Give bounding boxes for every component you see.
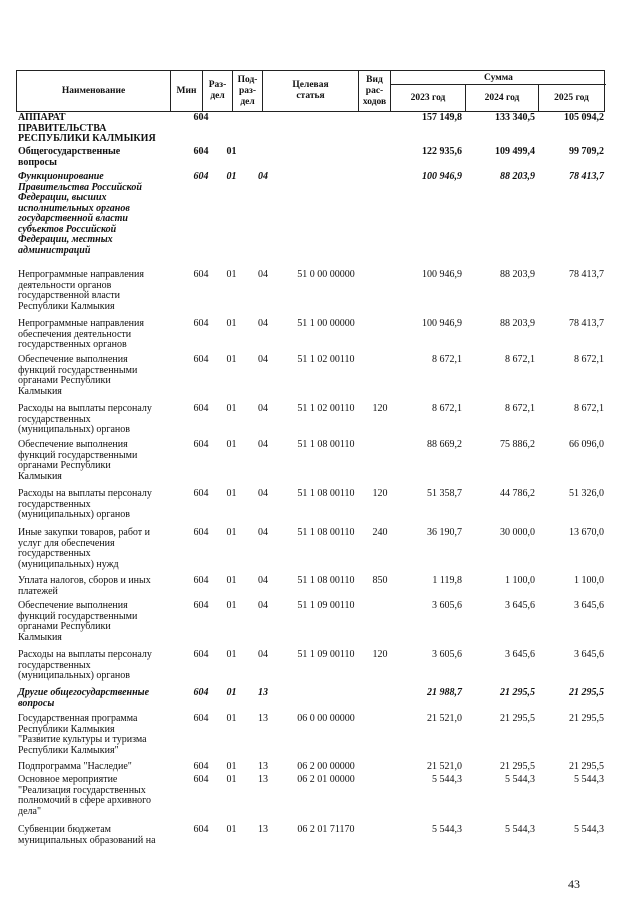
row-sum-2025: 3 645,6 <box>574 600 604 611</box>
row-sum-2025: 105 094,2 <box>564 112 604 123</box>
row-celevaya-statya: 51 1 08 00110 <box>297 527 355 538</box>
row-sum-2024: 88 203,9 <box>500 171 535 182</box>
row-name: Общегосударственные вопросы <box>18 146 121 168</box>
row-vid-rashodov: 120 <box>372 488 388 499</box>
row-podrazdel: 04 <box>258 354 268 365</box>
row-sum-2025: 5 544,3 <box>574 824 604 835</box>
header-min: Мин <box>171 71 203 111</box>
row-sum-2025: 78 413,7 <box>569 318 604 329</box>
row-sum-2024: 5 544,3 <box>505 774 535 785</box>
header-year-2025: 2025 год <box>554 92 589 103</box>
row-sum-2025: 8 672,1 <box>574 403 604 414</box>
row-sum-2023: 100 946,9 <box>422 171 462 182</box>
row-celevaya-statya: 51 1 00 00000 <box>297 318 355 329</box>
row-sum-2024: 133 340,5 <box>495 112 535 123</box>
row-razdel: 01 <box>226 761 237 772</box>
row-podrazdel: 04 <box>258 600 268 611</box>
header-year-2023: 2023 год <box>391 85 466 111</box>
row-sum-2024: 88 203,9 <box>500 318 535 329</box>
row-razdel: 01 <box>226 269 237 280</box>
row-sum-2023: 8 672,1 <box>432 403 462 414</box>
row-sum-2025: 78 413,7 <box>569 269 604 280</box>
row-sum-2025: 5 544,3 <box>574 774 604 785</box>
row-sum-2023: 21 521,0 <box>427 761 462 772</box>
row-name: Обеспечение выполнения функций государственными органами Республики Калмыкия <box>18 600 138 643</box>
row-min: 604 <box>193 488 209 499</box>
row-razdel: 01 <box>226 318 237 329</box>
row-min: 604 <box>193 713 209 724</box>
row-min: 604 <box>193 269 209 280</box>
row-podrazdel: 04 <box>258 269 268 280</box>
row-celevaya-statya: 51 1 08 00110 <box>297 488 355 499</box>
row-vid-rashodov: 120 <box>372 403 388 414</box>
row-vid-rashodov: 850 <box>372 575 388 586</box>
row-celevaya-statya: 51 1 08 00110 <box>297 575 355 586</box>
row-razdel: 01 <box>226 600 237 611</box>
row-sum-2025: 13 670,0 <box>569 527 604 538</box>
row-celevaya-statya: 51 0 00 00000 <box>297 269 355 280</box>
header-summa: Сумма <box>391 71 606 85</box>
row-sum-2025: 21 295,5 <box>569 761 604 772</box>
row-sum-2024: 3 645,6 <box>505 600 535 611</box>
row-razdel: 01 <box>226 687 237 698</box>
row-podrazdel: 04 <box>258 439 268 450</box>
row-vid-rashodov: 120 <box>372 649 388 660</box>
row-razdel: 01 <box>226 146 237 157</box>
row-name: Расходы на выплаты персоналу государственных (муниципальных) органов <box>18 403 152 435</box>
row-sum-2024: 75 886,2 <box>500 439 535 450</box>
row-sum-2024: 8 672,1 <box>505 403 535 414</box>
header-vid-rashodov: Вид рас- ходов <box>359 71 391 111</box>
row-name: Непрограммные направления деятельности органов государственной власти Республики Калмыкия <box>18 269 144 312</box>
row-sum-2023: 1 119,8 <box>432 575 462 586</box>
row-sum-2024: 109 499,4 <box>495 146 535 157</box>
row-sum-2025: 66 096,0 <box>569 439 604 450</box>
row-sum-2025: 8 672,1 <box>574 354 604 365</box>
row-sum-2023: 5 544,3 <box>432 824 462 835</box>
header-name: Наименование <box>17 71 171 111</box>
row-podrazdel: 04 <box>258 575 268 586</box>
row-name: Иные закупки товаров, работ и услуг для обеспечения государственных (муниципальных) нужд <box>18 527 151 570</box>
row-name: Субвенции бюджетам муниципальных образований на <box>18 824 156 846</box>
row-razdel: 01 <box>226 171 237 182</box>
row-sum-2024: 5 544,3 <box>505 824 535 835</box>
row-min: 604 <box>193 403 209 414</box>
row-razdel: 01 <box>226 824 237 835</box>
row-vid-rashodov: 240 <box>372 527 388 538</box>
row-podrazdel: 04 <box>258 649 268 660</box>
row-min: 604 <box>193 649 209 660</box>
row-sum-2023: 3 605,6 <box>432 600 462 611</box>
row-name: Обеспечение выполнения функций государственными органами Республики Калмыкия <box>18 439 138 482</box>
row-sum-2024: 8 672,1 <box>505 354 535 365</box>
row-sum-2024: 3 645,6 <box>505 649 535 660</box>
row-min: 604 <box>193 112 209 123</box>
row-sum-2025: 51 326,0 <box>569 488 604 499</box>
row-celevaya-statya: 06 2 00 00000 <box>297 761 355 772</box>
row-sum-2025: 21 295,5 <box>569 713 604 724</box>
row-sum-2023: 100 946,9 <box>422 318 462 329</box>
row-name: Основное мероприятие "Реализация государственных полномочий в сфере архивного дела" <box>18 774 152 817</box>
row-celevaya-statya: 51 1 09 00110 <box>297 649 355 660</box>
row-min: 604 <box>193 824 209 835</box>
row-name: Расходы на выплаты персоналу государственных (муниципальных) органов <box>18 649 152 681</box>
header-year-2024: 2024 год <box>466 85 539 111</box>
row-min: 604 <box>193 318 209 329</box>
row-podrazdel: 04 <box>258 527 268 538</box>
row-sum-2023: 5 544,3 <box>432 774 462 785</box>
row-razdel: 01 <box>226 774 237 785</box>
row-min: 604 <box>193 600 209 611</box>
row-name: Уплата налогов, сборов и иных платежей <box>18 575 151 597</box>
row-sum-2023: 36 190,7 <box>427 527 462 538</box>
row-name: Другие общегосударственные вопросы <box>18 687 150 709</box>
row-sum-2023: 100 946,9 <box>422 269 462 280</box>
row-min: 604 <box>193 761 209 772</box>
row-sum-2024: 21 295,5 <box>500 687 535 698</box>
row-sum-2023: 8 672,1 <box>432 354 462 365</box>
row-min: 604 <box>193 575 209 586</box>
header-celevaya-statya: Целевая статья <box>263 71 359 111</box>
row-sum-2023: 51 358,7 <box>427 488 462 499</box>
row-razdel: 01 <box>226 527 237 538</box>
row-celevaya-statya: 06 2 01 71170 <box>297 824 355 835</box>
row-podrazdel: 04 <box>258 318 268 329</box>
row-sum-2024: 30 000,0 <box>500 527 535 538</box>
row-sum-2023: 21 988,7 <box>427 687 462 698</box>
row-min: 604 <box>193 171 209 182</box>
row-celevaya-statya: 51 1 02 00110 <box>297 354 355 365</box>
row-sum-2025: 78 413,7 <box>569 171 604 182</box>
row-name: Непрограммные направления обеспечения деятельности государственных органов <box>18 318 144 350</box>
row-min: 604 <box>193 687 209 698</box>
row-min: 604 <box>193 354 209 365</box>
header-podrazdel: Под- раз- дел <box>233 71 263 111</box>
row-celevaya-statya: 06 0 00 00000 <box>297 713 355 724</box>
row-podrazdel: 13 <box>258 824 268 835</box>
row-sum-2025: 1 100,0 <box>574 575 604 586</box>
page-number: 43 <box>568 877 580 891</box>
row-sum-2024: 21 295,5 <box>500 761 535 772</box>
row-razdel: 01 <box>226 439 237 450</box>
row-sum-2023: 3 605,6 <box>432 649 462 660</box>
row-razdel: 01 <box>226 403 237 414</box>
row-razdel: 01 <box>226 354 237 365</box>
row-sum-2023: 122 935,6 <box>422 146 462 157</box>
row-min: 604 <box>193 439 209 450</box>
row-min: 604 <box>193 146 209 157</box>
row-podrazdel: 04 <box>258 171 268 182</box>
row-sum-2025: 21 295,5 <box>569 687 604 698</box>
row-sum-2024: 44 786,2 <box>500 488 535 499</box>
row-sum-2023: 157 149,8 <box>422 112 462 123</box>
row-razdel: 01 <box>226 575 237 586</box>
row-name: Расходы на выплаты персоналу государственных (муниципальных) органов <box>18 488 152 520</box>
row-sum-2024: 21 295,5 <box>500 713 535 724</box>
row-sum-2025: 99 709,2 <box>569 146 604 157</box>
row-name: Государственная программа Республики Калмыкия "Развитие культуры и туризма Республики Калмыкия" <box>18 713 147 756</box>
row-razdel: 01 <box>226 713 237 724</box>
row-razdel: 01 <box>226 488 237 499</box>
row-podrazdel: 04 <box>258 403 268 414</box>
row-min: 604 <box>193 774 209 785</box>
row-podrazdel: 04 <box>258 488 268 499</box>
row-celevaya-statya: 51 1 09 00110 <box>297 600 355 611</box>
row-name: Функционирование Правительства Российской Федерации, высших исполнительных органов государственной власти субъектов Российской Федерации, местных администраций <box>18 171 142 256</box>
row-podrazdel: 13 <box>258 687 268 698</box>
row-podrazdel: 13 <box>258 761 268 772</box>
row-name: Обеспечение выполнения функций государственными органами Республики Калмыкия <box>18 354 138 397</box>
header-razdel: Раз- дел <box>203 71 233 111</box>
row-podrazdel: 13 <box>258 774 268 785</box>
row-sum-2024: 88 203,9 <box>500 269 535 280</box>
row-sum-2023: 88 669,2 <box>427 439 462 450</box>
row-sum-2024: 1 100,0 <box>505 575 535 586</box>
table-header <box>16 70 605 112</box>
row-celevaya-statya: 51 1 02 00110 <box>297 403 355 414</box>
row-celevaya-statya: 06 2 01 00000 <box>297 774 355 785</box>
row-name: АППАРАТ ПРАВИТЕЛЬСТВА РЕСПУБЛИКИ КАЛМЫКИЯ <box>18 112 156 144</box>
row-podrazdel: 13 <box>258 713 268 724</box>
row-razdel: 01 <box>226 649 237 660</box>
row-name: Подпрограмма "Наследие" <box>18 761 132 772</box>
row-celevaya-statya: 51 1 08 00110 <box>297 439 355 450</box>
row-sum-2025: 3 645,6 <box>574 649 604 660</box>
row-sum-2023: 21 521,0 <box>427 713 462 724</box>
row-min: 604 <box>193 527 209 538</box>
